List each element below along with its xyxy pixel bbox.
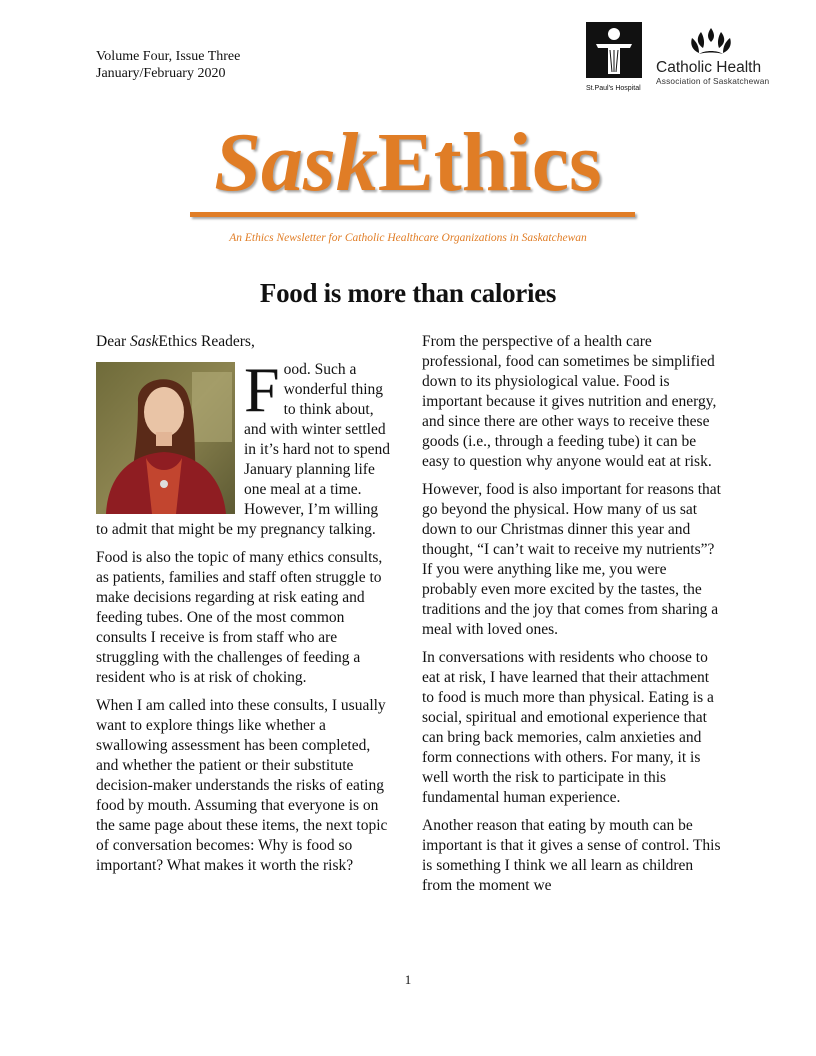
salutation-prefix: Dear (96, 333, 130, 350)
drop-cap: F (244, 354, 280, 425)
st-pauls-hospital-logo (586, 22, 648, 98)
paragraph: From the perspective of a health care professional, food can sometimes be simplified down to its physiological value. Food is important because it gives nutrition and energy, and since there are other ways to receive these goods (i.e., through a feeding tube) it can be easy to question why anyone would eat at risk. (422, 333, 717, 470)
association-name: Catholic Health (656, 59, 762, 76)
paragraph: Another reason that eating by mouth can be important is that it gives a sense of control. This is something I think we all learn as children from the moment we (422, 817, 721, 894)
paragraph: ood. Such a wonderful thing to think about, and with winter settled in it’s hard not to spend January planning life one meal at a time. However, I’m willing to admit that might be my pregnancy talking. (96, 361, 390, 538)
paragraph: However, food is also important for reasons that go beyond the physical. How many of us sat down to our Christmas dinner this year and thought, “I can’t wait to receive my nutrients”? If you were anything like me, you were probably even more excited by the tastes, the traditions and the joy that comes from sharing a meal with loved ones. (422, 481, 721, 638)
salutation-italic: Sask (130, 333, 159, 350)
masthead (0, 118, 816, 208)
catholic-health-logo (656, 26, 786, 86)
newsletter-title (214, 118, 601, 208)
hospital-emblem-icon (586, 22, 642, 78)
title-italic-part: Sask (214, 116, 378, 209)
salutation-rest: Ethics Readers, (158, 333, 255, 350)
issue-date: January/February 2020 (96, 66, 226, 81)
title-rest-part: Ethics (377, 116, 602, 209)
association-subtitle: Association of Saskatchewan (656, 76, 770, 86)
issue-volume: Volume Four, Issue Three (96, 49, 241, 64)
page-number: 1 (404, 972, 412, 987)
article-title: Food is more than calories (259, 278, 557, 308)
article-column-left (96, 332, 394, 884)
flame-cross-icon (689, 26, 733, 58)
paragraph: Food is also the topic of many ethics consults, as patients, families and staff often struggle to make decisions regarding at risk eating and feeding tubes. One of the most common consults I receive is from staff who are struggling with the challenges of feeding a resident who is at risk of choking. (96, 549, 383, 686)
logos (586, 22, 786, 98)
author-photo (96, 362, 235, 514)
article-column-right (422, 332, 724, 904)
tagline: An Ethics Newsletter for Catholic Healthcare Organizations in Saskatchewan (229, 232, 587, 244)
author-portrait-image (96, 362, 235, 514)
hospital-name: St.Paul's Hospital (586, 85, 641, 92)
salutation (96, 332, 394, 352)
masthead-rule (190, 212, 635, 217)
paragraph: In conversations with residents who choose to eat at risk, I have learned that their attachment to food is much more than physical. Eating is a social, spiritual and emotional experience that can bring back memories, calm anxieties and form connections with others. For many, it is well worth the risk to participate in this fundamental human experience. (422, 649, 714, 806)
issue-info (96, 48, 240, 82)
paragraph: When I am called into these consults, I usually want to explore things like whether a swallowing assessment has been completed, and whether the patient or their substitute decision-maker understands the risks of eating food by mouth. Assuming that everyone is on the same page about these items, the next topic of conversation becomes: Why is food so important? What makes it worth the risk? (96, 697, 388, 874)
